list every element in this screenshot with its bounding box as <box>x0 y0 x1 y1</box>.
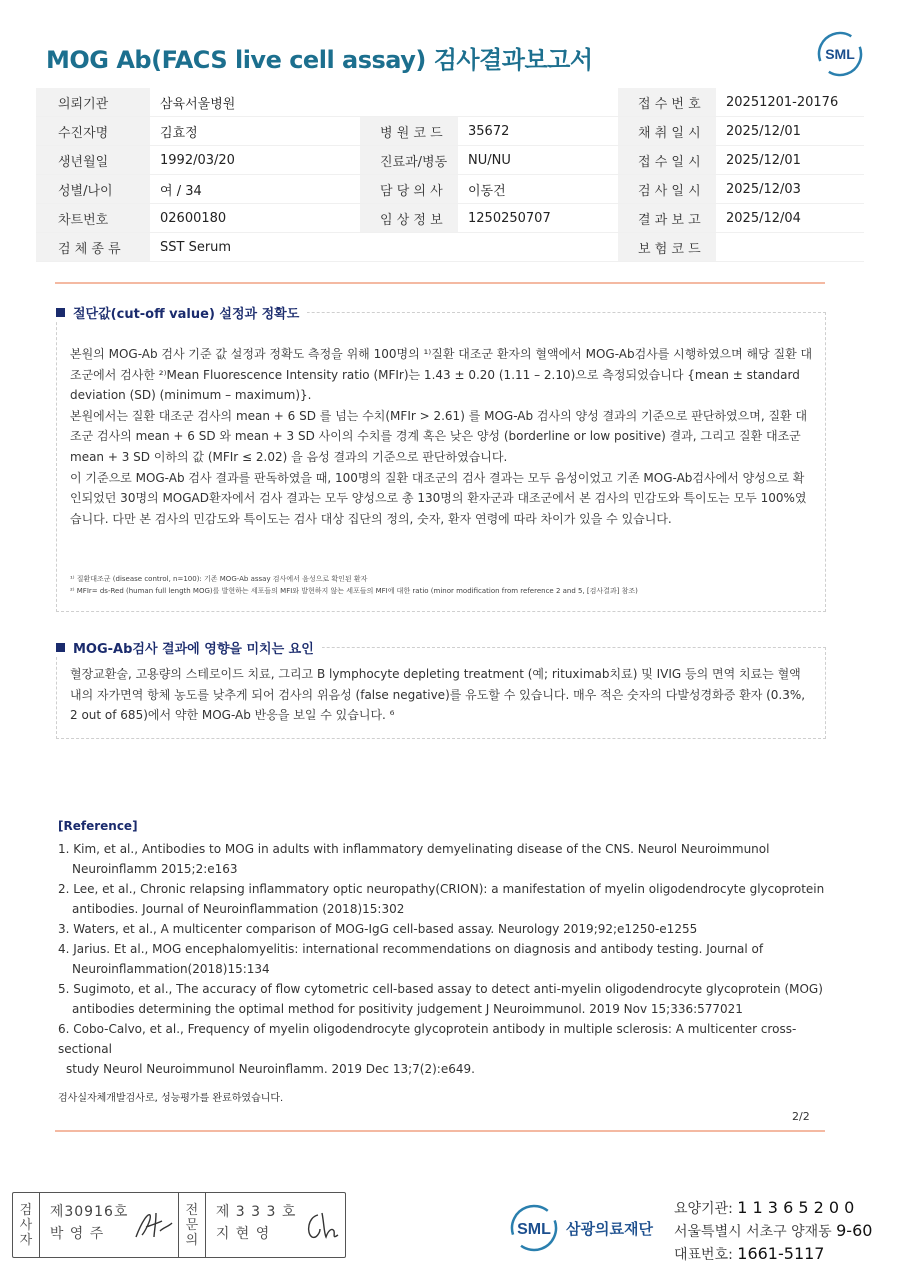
info-label <box>360 88 458 117</box>
reference-item-continued: study Neurol Neuroimmunol Neuroinflamm. 2019 Dec 13;7(2):e649. <box>66 1062 475 1076</box>
examiner-name: 박 영 주 <box>49 1226 105 1242</box>
info-row <box>36 117 864 146</box>
info-value <box>458 88 618 117</box>
page-number: 2/2 <box>792 1110 810 1123</box>
reference-item: 4. Jarius. Et al., MOG encephalomyelitis: international recommendations on diagnosis and antibody testing. Journal of Neuroinflammation(2018)15:134 <box>58 942 764 976</box>
info-row <box>36 233 864 262</box>
info-label: 진료과/병동 <box>360 146 458 175</box>
info-value: 2025/12/03 <box>716 175 864 204</box>
paragraph: 혈장교환술, 고용량의 스테로이드 치료, 그리고 B lymphocyte depleting treatment (예; rituximab치료) 및 IVIG 등의 면역 치료는 혈액 내의 자가면역 항체 농도를 낮추게 되어 검사의 위음성 (false negative)를 유도할 수 있습니다. 매우 적은 숫자의 다발성경화증 환자 (0.3%, 2 out of 685)에서 약한 MOG-Ab 반응을 보일 수 있습니다. ⁶ <box>70 667 806 723</box>
role-label-examiner: 검 사 자 <box>13 1193 40 1257</box>
info-label: 의뢰기관 <box>36 88 150 117</box>
svg-text:SML: SML <box>825 46 855 62</box>
info-label <box>360 233 458 262</box>
paragraph: 본원에서는 질환 대조군 검사의 mean + 6 SD 를 넘는 수치(MFIr > 2.61) 를 MOG-Ab 검사의 양성 결과의 기준으로 판단하였으며, 질환 대조군 검사의 mean + 6 SD 와 mean + 3 SD 사이의 수치를 경계 혹은 낮은 양성 (borderline or low positive) 결과, 그리고 질환 대조군 mean + 3 SD 이하의 값 (MFIr ≤ 2.02) 을 음성 결과의 기준으로 판단하였습니다. <box>70 408 808 464</box>
validation-note: 검사실자체개발검사로, 성능평가를 완료하였습니다. <box>58 1093 284 1104</box>
info-label: 결 과 보 고 <box>618 204 716 233</box>
report-title: MOG Ab(FACS live cell assay) 검사결과보고서 <box>46 46 593 74</box>
info-value: 1992/03/20 <box>150 146 360 175</box>
bullet-square-icon <box>56 308 65 317</box>
divider <box>55 1130 825 1132</box>
footnotes <box>70 573 815 597</box>
footnote: ²⁾ MFIr= ds-Red (human full length MOG)를 발현하는 세포들의 MFI와 발현하지 않는 세포들의 MFI에 대한 ratio (minor modification from reference 2 and 5, [검사결과] 참조) <box>70 587 638 595</box>
info-label: 검 사 일 시 <box>618 175 716 204</box>
paragraph: 이 기준으로 MOG-Ab 검사 결과를 판독하였을 때, 100명의 질환 대조군의 검사 결과는 모두 음성이었고 기존 MOG-Ab검사에서 양성으로 확인되었던 30명의 MOGAD환자에서 검사 결과는 모두 양성으로 총 130명의 환자군과 대조군에서 본 검사의 민감도와 특이도는 모두 100%였습니다. 다만 본 검사의 민감도와 특이도는 검사 대상 집단의 정의, 숫자, 환자 연령에 따라 차이가 있을 수 있습니다. <box>70 470 807 526</box>
reference-list <box>58 839 828 1079</box>
svg-text:SML: SML <box>517 1221 551 1238</box>
sml-logo <box>816 30 864 78</box>
info-value: 삼육서울병원 <box>150 88 360 117</box>
info-label: 임 상 정 보 <box>360 204 458 233</box>
section-title-factors: MOG-Ab검사 결과에 영향을 미치는 요인 <box>56 638 322 657</box>
bullet-square-icon <box>56 643 65 652</box>
org-address-number: 9-60 <box>836 1221 873 1240</box>
patient-info-table <box>36 88 864 262</box>
info-value: SST Serum <box>150 233 360 262</box>
org-code-label: 요양기관: <box>674 1201 738 1217</box>
signature-box <box>12 1192 346 1258</box>
info-value: 이동건 <box>458 175 618 204</box>
reference-item: 6. Cobo-Calvo, et al., Frequency of myelin oligodendrocyte glycoprotein antibody in multiple sclerosis: A multicenter cross-sectional <box>58 1022 797 1056</box>
factors-paragraph <box>70 664 815 726</box>
info-label: 성별/나이 <box>36 175 150 204</box>
examiner-license: 제30916호 <box>49 1204 129 1220</box>
reference-item: 5. Sugimoto, et al., The accuracy of flow cytometric cell-based assay to detect anti-myelin oligodendrocyte glycoprotein (MOG) antibodies determining the optimal method for positivity judgement J Neuroimmunol. 2019 Nov 15;336:577021 <box>58 982 823 1016</box>
info-value: 35672 <box>458 117 618 146</box>
info-label: 병 원 코 드 <box>360 117 458 146</box>
info-label: 담 당 의 사 <box>360 175 458 204</box>
info-value: 1250250707 <box>458 204 618 233</box>
role-label-specialist: 전 문 의 <box>179 1193 206 1257</box>
reference-item: 3. Waters, et al., A multicenter comparison of MOG-IgG cell-based assay. Neurology 2019;92;e1250-e1255 <box>58 922 698 936</box>
info-row <box>36 88 864 117</box>
specialist-license: 제 3 3 3 호 <box>215 1204 297 1220</box>
info-row <box>36 146 864 175</box>
info-value: 20251201-20176 <box>716 88 864 117</box>
specialist-name: 지 현 영 <box>215 1226 271 1242</box>
info-label: 접 수 일 시 <box>618 146 716 175</box>
info-value: NU/NU <box>458 146 618 175</box>
info-row <box>36 175 864 204</box>
info-label: 생년월일 <box>36 146 150 175</box>
reference-item: 2. Lee, et al., Chronic relapsing inflammatory optic neuropathy(CRION): a manifestation of myelin oligodendrocyte glycoprotein antibodies. Journal of Neuroinflammation (2018)15:302 <box>58 882 825 916</box>
footnote: ¹⁾ 질환대조군 (disease control, n=100): 기존 MOG-Ab assay 검사에서 음성으로 확인된 환자 <box>70 575 368 583</box>
info-value <box>716 233 864 262</box>
specialist-signature <box>302 1209 342 1243</box>
info-label: 차트번호 <box>36 204 150 233</box>
svg-text:삼광의료재단: 삼광의료재단 <box>566 1220 653 1238</box>
examiner-cell <box>40 1193 179 1257</box>
examiner-signature <box>132 1207 176 1243</box>
info-label: 보 험 코 드 <box>618 233 716 262</box>
info-label: 채 취 일 시 <box>618 117 716 146</box>
info-row <box>36 204 864 233</box>
samkwang-logo <box>510 1198 660 1258</box>
cutoff-paragraphs <box>70 344 815 529</box>
org-address: 서울특별시 서초구 양재동 <box>674 1224 837 1240</box>
info-value: 02600180 <box>150 204 360 233</box>
section-title-cutoff: 절단값(cut-off value) 설정과 정확도 <box>56 303 307 322</box>
divider <box>55 282 825 284</box>
info-value: 김효정 <box>150 117 360 146</box>
info-label: 접 수 번 호 <box>618 88 716 117</box>
info-value: 2025/12/01 <box>716 117 864 146</box>
info-label: 수진자명 <box>36 117 150 146</box>
info-value: 여 / 34 <box>150 175 360 204</box>
reference-item: 1. Kim, et al., Antibodies to MOG in adults with inflammatory demyelinating disease of the CNS. Neurol Neuroimmunol Neuroinflamm 2015;2:e163 <box>58 842 770 876</box>
info-value: 2025/12/04 <box>716 204 864 233</box>
info-label: 검 체 종 류 <box>36 233 150 262</box>
org-phone-label: 대표번호: <box>674 1247 738 1263</box>
org-phone: 1661-5117 <box>737 1244 825 1263</box>
info-value <box>458 233 618 262</box>
paragraph: 본원의 MOG-Ab 검사 기준 값 설정과 정확도 측정을 위해 100명의 ¹⁾질환 대조군 환자의 혈액에서 MOG-Ab검사를 시행하였으며 해당 질환 대조군에서 검사한 ²⁾Mean Fluorescence Intensity ratio (MFIr)는 1.43 ± 0.20 (1.11 – 2.10)으로 측정되었습니다 {mean ± standard deviation (SD) (minimum – maximum)}. <box>70 347 813 403</box>
organization-info <box>674 1197 872 1266</box>
info-value: 2025/12/01 <box>716 146 864 175</box>
reference-title: [Reference] <box>58 819 138 833</box>
specialist-cell <box>206 1193 345 1257</box>
org-code: 1 1 3 6 5 2 0 0 <box>737 1198 855 1217</box>
